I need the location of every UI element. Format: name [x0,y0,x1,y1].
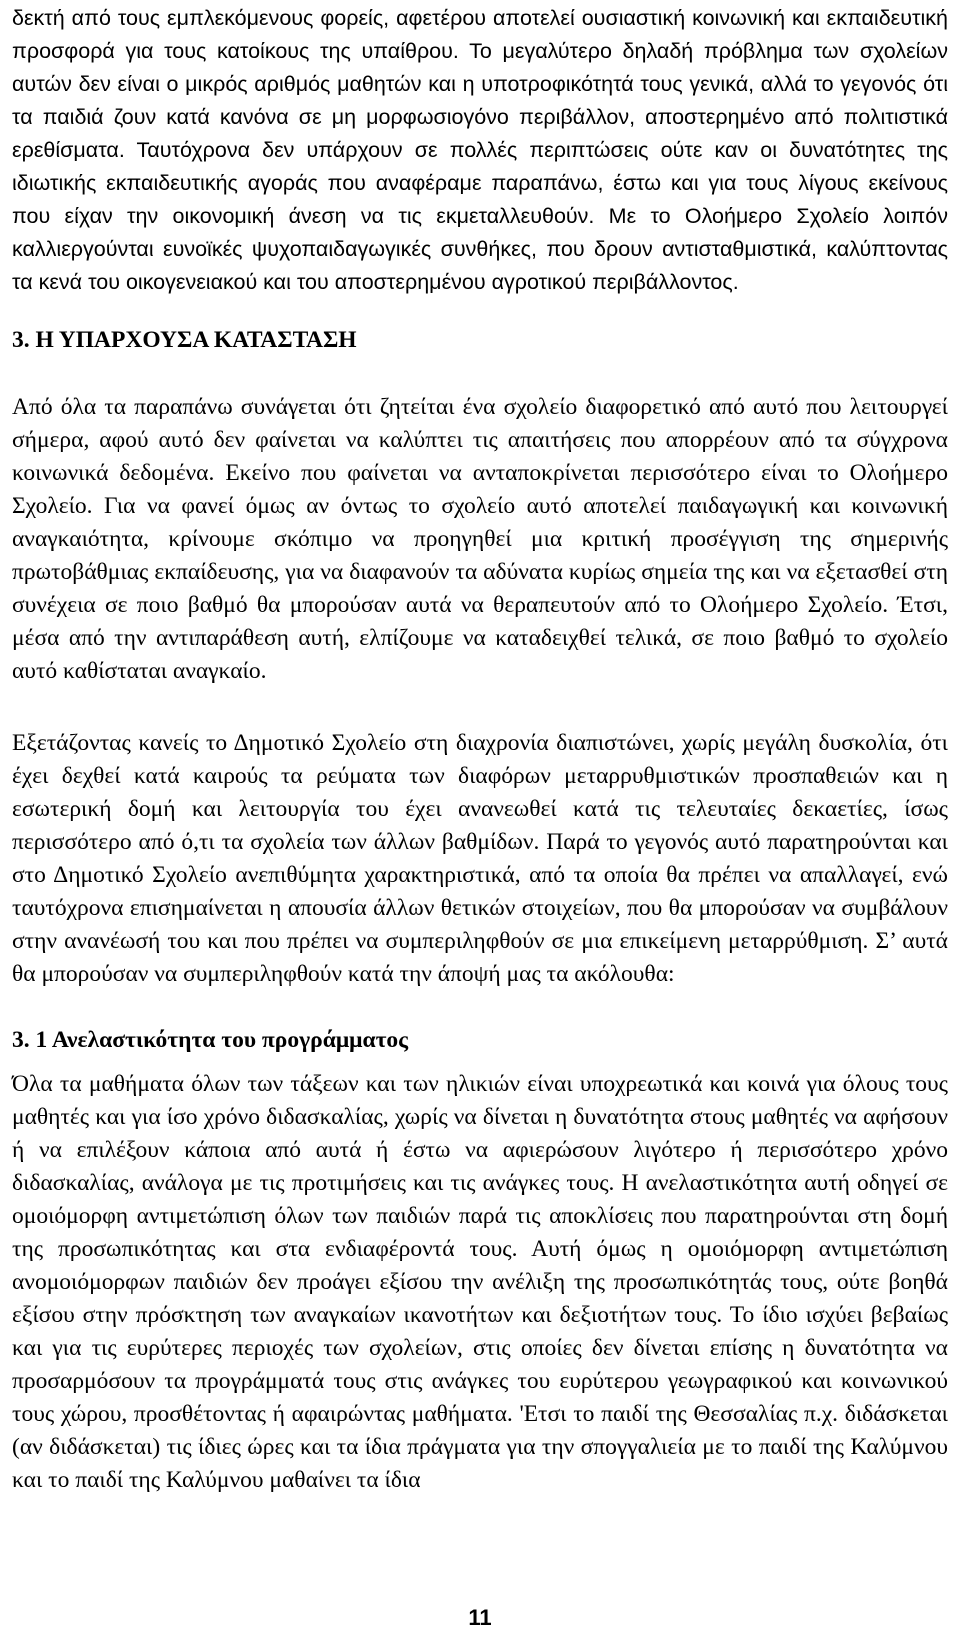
subsection-heading-3-1: 3. 1 Ανελαστικότητα του προγράμματος [12,1027,409,1053]
intro-paragraph: δεκτή από τους εμπλεκόμενους φορείς, αφετέρου αποτελεί ουσιαστική κοινωνική και εκπαιδευτική προσφορά για τους κατοίκους της υπαίθρου. Το μεγαλύτερο δηλαδή πρόβλημα των σχολείων αυτών δεν είναι ο μικρός αριθμός μαθητών και η υποτροφικότητά τους γενικά, αλλά το γεγονός ότι τα παιδιά ζουν κατά κανόνα σε μη μορφωσιογόνο περιβάλλον, αποστερημένο από πολιτιστικά ερεθίσματα. Ταυτόχρονα δεν υπάρχουν σε πολλές περιπτώσεις ούτε καν οι δυνατότητες της ιδιωτικής εκπαιδευτικής αγοράς που αναφέραμε παραπάνω, έστω και για τους λίγους εκείνους που είχαν την οικονομική άνεση να τις εκμεταλλευθούν. Με το Ολοήμερο Σχολείο λοιπόν καλλιεργούνται ευνοϊκές ψυχοπαιδαγωγικές συνθήκες, που δρουν αντισταθμιστικά, καλύπτοντας τα κενά του οικογενειακού και του αποστερημένου αγροτικού περιβάλλοντος. [12,6,948,294]
paragraph-b: Εξετάζοντας κανείς το Δημοτικό Σχολείο στη διαχρονία διαπιστώνει, χωρίς μεγάλη δυσκολία, ότι έχει δεχθεί κατά καιρούς τα ρεύματα των διαφόρων μεταρρυθμιστικών προσπαθειών και η εσωτερική δομή και λειτουργία του έχει ανανεωθεί κατά τις τελευταίες δεκαετίες, ίσως περισσότερο από ό,τι τα σχολεία των άλλων βαθμίδων. Παρά το γεγονός αυτό παρατηρούνται και στο Δημοτικό Σχολείο ανεπιθύμητα χαρακτηριστικά, από τα οποία θα πρέπει να απαλλαγεί, ενώ ταυτόχρονα επισημαίνεται η απουσία άλλων θετικών στοιχείων, που θα μπορούσαν να συμβάλουν στην ανανέωσή του και που πρέπει να συμπεριληφθούν σε μια επικείμενη μεταρρύθμιση. Σ’ αυτά θα μπορούσαν να συμπεριληφθούν κατά την άποψή μας τα ακόλουθα: [12,730,948,987]
paragraph-c: Όλα τα μαθήματα όλων των τάξεων και των ηλικιών είναι υποχρεωτικά και κοινά για όλους τους μαθητές και για ίσο χρόνο διδασκαλίας, χωρίς να δίνεται η δυνατότητα στους μαθητές να αφήσουν ή να επιλέξουν κάποια από αυτά ή έστω να αφιερώσουν λιγότερο ή περισσότερο χρόνο διδασκαλίας, ανάλογα με τις προτιμήσεις και τις ανάγκες τους. Η ανελαστικότητα αυτή οδηγεί σε ομοιόμορφη αντιμετώπιση όλων των παιδιών παρά τις αποκλίσεις που παρατηρούνται στη δομή της προσωπικότητας και στα ενδιαφέροντά τους. Αυτή όμως η ομοιόμορφη αντιμετώπιση ανομοιόμορφων παιδιών δεν προάγει εξίσου την ανέλιξη της προσωπικότητάς τους, ούτε βοηθά εξίσου στην πρόσκτηση των αναγκαίων ικανοτήτων και δεξιοτήτων τους. Το ίδιο ισχύει βεβαίως και για τις ευρύτερες περιοχές των σχολείων, στις οποίες δεν δίνεται επίσης η δυνατότητα να προσαρμόσουν τα προγράμματά τους στις ανάγκες του ευρύτερου γεωγραφικού και κοινωνικού τους χώρου, προσθέτοντας ή αφαιρώντας μαθήματα. 'Ετσι το παιδί της Θεσσαλίας π.χ. διδάσκεται (αν διδάσκεται) τις ίδιες ώρες και τα ίδια πράγματα για την σπογγαλιεία με το παιδί της Καλύμνου και το παιδί της Καλύμνου μαθαίνει τα ίδια [12,1071,948,1493]
section-heading-3: 3. Η ΥΠΑΡΧΟΥΣΑ ΚΑΤΑΣΤΑΣΗ [12,327,357,353]
paragraph-a: Από όλα τα παραπάνω συνάγεται ότι ζητείται ένα σχολείο διαφορετικό από αυτό που λειτουργεί σήμερα, αφού αυτό δεν φαίνεται να καλύπτει τις απαιτήσεις που απορρέουν από τα σύγχρονα κοινωνικά δεδομένα. Εκείνο που φαίνεται να ανταποκρίνεται περισσότερο είναι το Ολοήμερο Σχολείο. Για να φανεί όμως αν όντως το σχολείο αυτό αποτελεί παιδαγωγική και κοινωνική αναγκαιότητα, κρίνουμε σκόπιμο να προηγηθεί μια κριτική προσέγγιση της σημερινής πρωτοβάθμιας εκπαίδευσης, για να διαφανούν τα αδύνατα κυρίως σημεία της και να εξετασθεί στη συνέχεια σε ποιο βαθμό θα μπορούσαν αυτά να θεραπευτούν από το Ολοήμερο Σχολείο. Έτσι, μέσα από την αντιπαράθεση αυτή, ελπίζουμε να καταδειχθεί τελικά, σε ποιο βαθμό το σχολείο αυτό καθίσταται αναγκαίο. [12,394,948,684]
page-number: 11 [468,1605,492,1630]
